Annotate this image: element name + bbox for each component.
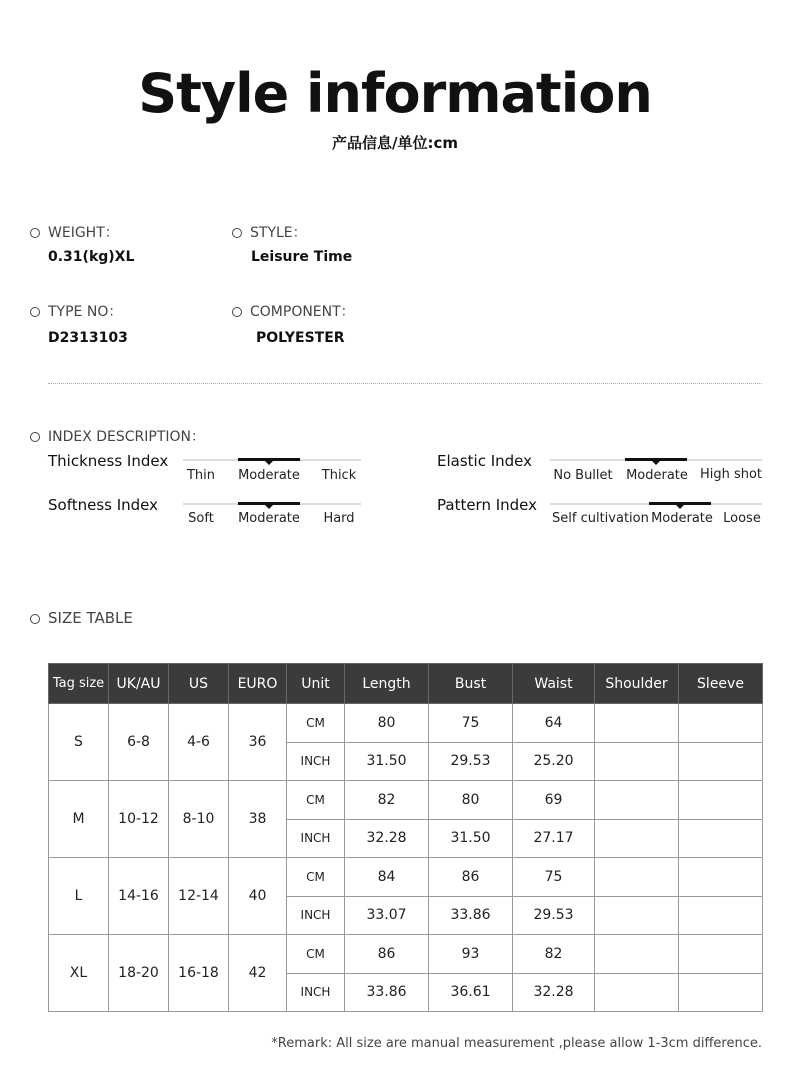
waist-cell: 75 [513,858,595,897]
thickness-option: Moderate [238,468,300,483]
type-no-value: D2313103 [48,330,128,346]
style-value: Leisure Time [251,249,353,265]
style-label: STYLE： [232,222,307,242]
sleeve-cell [679,858,763,897]
elastic-option: No Bullet [553,468,613,483]
circle-bullet-icon [30,432,40,442]
tag-size-cell: XL [49,935,109,1012]
table-row [49,858,763,897]
length-cell: 82 [345,781,429,820]
shoulder-cell [595,742,679,781]
sleeve-cell [679,896,763,935]
circle-bullet-icon [30,228,40,238]
us-cell: 12-14 [169,858,229,935]
length-cell: 80 [345,704,429,743]
softness-option: Hard [323,511,355,526]
bust-cell: 33.86 [429,896,513,935]
remark-note: *Remark: All size are manual measurement ,please allow 1-3cm difference. [271,1036,762,1051]
euro-cell: 36 [229,704,287,781]
table-row [49,935,763,974]
length-cell: 32.28 [345,819,429,858]
unit-cell: INCH [287,973,345,1012]
elastic-option: Moderate [626,468,688,483]
circle-bullet-icon [30,614,40,624]
thickness-option: Thick [321,468,357,483]
euro-cell: 42 [229,935,287,1012]
sleeve-cell [679,819,763,858]
bust-cell: 31.50 [429,819,513,858]
component-value: POLYESTER [256,330,345,346]
pointer-icon [265,505,273,509]
shoulder-cell [595,858,679,897]
ukau-cell: 10-12 [109,781,169,858]
bust-cell: 93 [429,935,513,974]
tag-size-cell: M [49,781,109,858]
pointer-icon [676,505,684,509]
index-description-heading: INDEX DESCRIPTION： [30,426,205,446]
unit-cell: CM [287,704,345,743]
column-header: Waist [513,664,595,704]
component-label: COMPONENT： [232,301,355,321]
pointer-icon [265,461,273,465]
column-header: Bust [429,664,513,704]
waist-cell: 82 [513,935,595,974]
waist-cell: 27.17 [513,819,595,858]
length-cell: 31.50 [345,742,429,781]
us-cell: 4-6 [169,704,229,781]
us-cell: 16-18 [169,935,229,1012]
shoulder-cell [595,819,679,858]
table-row [49,781,763,820]
sleeve-cell [679,973,763,1012]
size-table [48,663,763,1012]
page-subtitle: 产品信息/单位:cm [332,134,458,152]
unit-cell: CM [287,858,345,897]
circle-bullet-icon [30,307,40,317]
table-row [49,704,763,743]
tag-size-cell: L [49,858,109,935]
waist-cell: 29.53 [513,896,595,935]
column-header: Tag size [49,664,109,704]
softness-index-label: Softness Index [48,496,159,514]
column-header: Sleeve [679,664,763,704]
column-header: Shoulder [595,664,679,704]
length-cell: 33.07 [345,896,429,935]
sleeve-cell [679,781,763,820]
thickness-index-label: Thickness Index [48,452,169,470]
type-no-label: TYPE NO： [30,301,122,321]
column-header: UK/AU [109,664,169,704]
waist-cell: 25.20 [513,742,595,781]
circle-bullet-icon [232,228,242,238]
us-cell: 8-10 [169,781,229,858]
pointer-icon [652,461,660,465]
divider [48,383,762,384]
shoulder-cell [595,973,679,1012]
waist-cell: 64 [513,704,595,743]
size-table-heading: SIZE TABLE [30,609,133,627]
pattern-option: Self cultivation [552,511,649,526]
unit-cell: CM [287,935,345,974]
sleeve-cell [679,935,763,974]
thickness-option: Thin [186,468,216,483]
bust-cell: 75 [429,704,513,743]
length-cell: 86 [345,935,429,974]
column-header: US [169,664,229,704]
ukau-cell: 14-16 [109,858,169,935]
bust-cell: 80 [429,781,513,820]
unit-cell: INCH [287,819,345,858]
shoulder-cell [595,704,679,743]
weight-value: 0.31(kg)XL [48,249,135,265]
softness-option: Soft [188,511,214,526]
unit-cell: CM [287,781,345,820]
column-header: Length [345,664,429,704]
bust-cell: 86 [429,858,513,897]
ukau-cell: 6-8 [109,704,169,781]
unit-cell: INCH [287,742,345,781]
sleeve-cell [679,742,763,781]
tag-size-cell: S [49,704,109,781]
pattern-index-label: Pattern Index [437,496,538,514]
elastic-option: High shot [699,467,763,482]
pattern-option: Loose [723,511,761,526]
sleeve-cell [679,704,763,743]
shoulder-cell [595,781,679,820]
page-title: Style information [138,62,652,125]
waist-cell: 69 [513,781,595,820]
pattern-option: Moderate [651,511,713,526]
softness-option: Moderate [238,511,300,526]
unit-cell: INCH [287,896,345,935]
table-header-row [49,664,763,704]
length-cell: 33.86 [345,973,429,1012]
euro-cell: 38 [229,781,287,858]
bust-cell: 36.61 [429,973,513,1012]
column-header: Unit [287,664,345,704]
column-header: EURO [229,664,287,704]
length-cell: 84 [345,858,429,897]
ukau-cell: 18-20 [109,935,169,1012]
waist-cell: 32.28 [513,973,595,1012]
weight-label: WEIGHT： [30,222,119,242]
bust-cell: 29.53 [429,742,513,781]
euro-cell: 40 [229,858,287,935]
shoulder-cell [595,935,679,974]
elastic-index-label: Elastic Index [437,452,533,470]
shoulder-cell [595,896,679,935]
circle-bullet-icon [232,307,242,317]
